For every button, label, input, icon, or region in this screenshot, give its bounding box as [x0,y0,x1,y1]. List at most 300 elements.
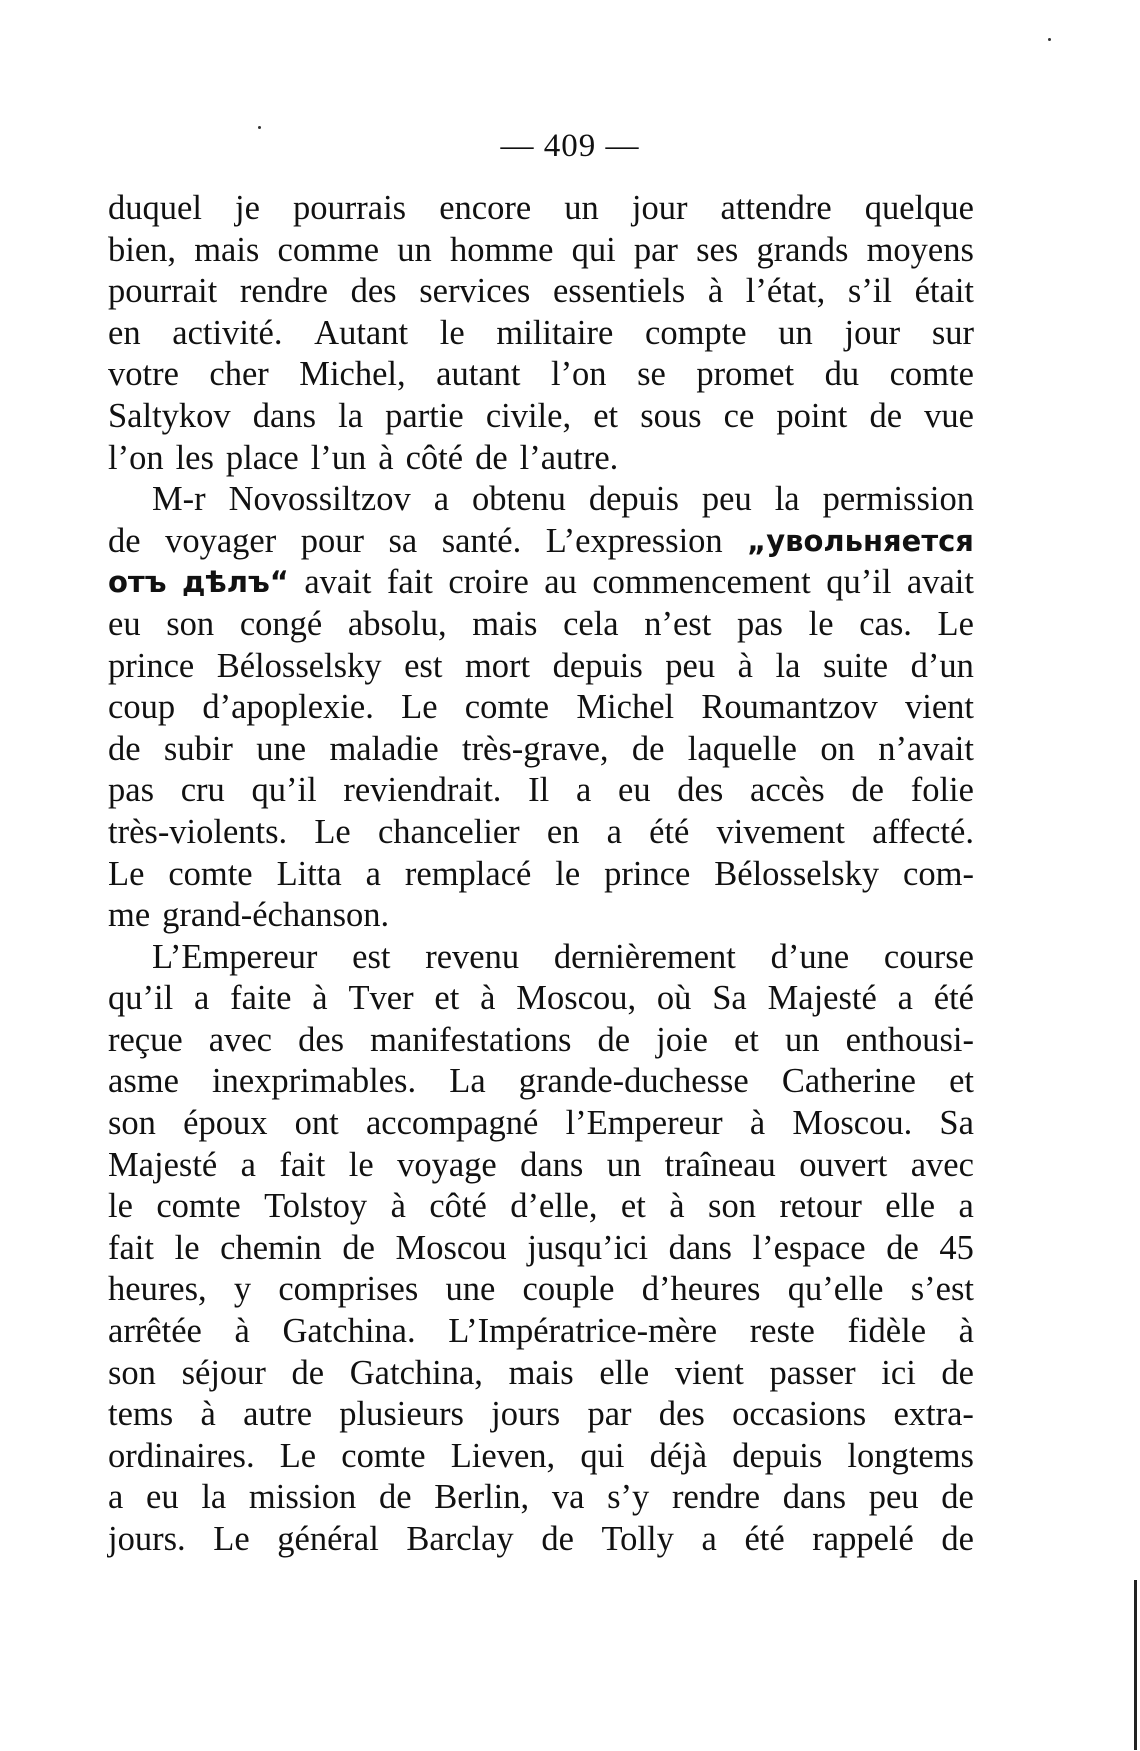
text-line [108,1228,974,1270]
text-line [108,937,974,979]
word: M-r [152,480,206,519]
word: Gatchina, [349,1353,483,1392]
word: mission [248,1478,357,1517]
word: Michel, [299,355,406,394]
text-line [108,1519,974,1561]
word: de [886,1228,919,1267]
word: autre [243,1395,313,1434]
word: à [669,1187,685,1226]
word: d’une [770,937,850,976]
word: peu [701,480,752,519]
word: de [941,1478,974,1517]
text-line [108,396,974,438]
word: avec [208,1020,272,1059]
word: d’heures [641,1270,761,1309]
word: inexprimables. [212,1062,417,1101]
word: a [194,979,210,1018]
word: votre [108,355,179,394]
word: Roumantzov [701,688,878,727]
word: ce [723,396,755,435]
word: rendre [671,1478,761,1517]
word: L’Impératrice-mère [448,1312,718,1351]
word: bien, [108,230,177,269]
word: a [958,1187,974,1226]
word: com- [903,854,974,893]
word: elle [599,1353,650,1392]
word: je [235,189,260,227]
word: dans [782,1478,847,1517]
word: mais [472,604,538,643]
word: à [707,272,724,311]
word: attendre [720,189,832,227]
word: дѣлъ“ [182,565,289,600]
word: voyager [165,521,277,560]
word: s’y [607,1478,650,1517]
word: voyage [397,1145,497,1184]
word: s’il [847,272,892,311]
word: peu [868,1478,919,1517]
text-line [108,1061,974,1103]
word: à [480,979,496,1018]
word: à [749,1104,766,1143]
word: traîneau [664,1145,776,1184]
word: et [949,1062,974,1101]
word: se [637,355,666,394]
word: ses [696,230,739,269]
word: Lieven, [450,1436,556,1475]
word: de [342,1228,375,1267]
word: Il [528,771,550,810]
word: de [631,729,665,768]
word: à [378,438,394,477]
word: reçue [108,1020,183,1059]
word: le [808,604,834,643]
word: point [776,396,848,435]
word: de [108,521,141,560]
word: de [941,1353,974,1392]
word: à [958,1312,974,1351]
word: général [277,1520,379,1558]
text-line [108,1436,974,1478]
word: du [824,355,860,394]
word: vivement [716,812,845,851]
word: compte [645,313,747,352]
word: et [434,979,460,1018]
word: отъ [108,565,167,600]
word: la [201,1478,227,1517]
word: arrêtée [108,1312,202,1351]
word: Tolly [601,1520,674,1558]
word: tems [108,1395,174,1434]
word: les [175,438,214,477]
word: de [291,1353,325,1392]
word: depuis [588,480,679,519]
text-line [108,770,974,812]
word: Le [213,1520,250,1558]
word: été [933,979,974,1018]
word: peu [665,646,716,685]
word: d’elle, [510,1187,598,1226]
word: vient [674,1353,744,1392]
word: Moscou. [792,1104,913,1143]
word: l’état, [745,272,826,311]
word: La [449,1062,486,1101]
word: cela [563,604,619,643]
word: un [606,1145,642,1184]
word: Saltykov [108,396,231,435]
word: ont [294,1104,339,1143]
word: obtenu [471,480,566,519]
text-line [108,854,974,896]
word: pourrait [108,272,218,311]
word: un [784,1020,820,1059]
word: Berlin, [434,1478,530,1517]
word: comte [168,854,253,893]
word: absolu, [347,604,447,643]
text-line [108,562,974,604]
word: Tolstoy [264,1187,368,1226]
word: Le [314,812,351,851]
word: qu’il [826,563,892,602]
word: et [620,1187,646,1226]
text-line [108,1477,974,1519]
word: cher [209,355,269,394]
word: comme [277,230,380,269]
word: vient [904,688,974,727]
word: où [656,979,692,1018]
word: très-violents. [108,812,288,851]
word: Barclay [406,1520,514,1558]
word: s’est [910,1270,974,1309]
word: a [701,1520,717,1558]
word: déjà [649,1436,708,1475]
word: Le [279,1436,317,1475]
word: place [225,438,299,477]
word: eu [146,1478,179,1517]
text-line [108,978,974,1020]
word: jusqu’ici [527,1228,649,1267]
word: comte [464,688,550,727]
word: le [439,313,465,352]
word: jour [631,189,688,227]
word: rappelé [812,1520,914,1558]
word: accès [750,771,825,810]
word: jour [844,313,901,352]
word: à [390,1187,406,1226]
word: extra- [893,1395,974,1434]
word: l’on [108,438,164,477]
word: on [820,729,855,768]
word: me [108,896,151,935]
scan-edge-mark [1134,1580,1137,1750]
word: avait [304,563,372,602]
word: le [174,1228,200,1267]
word: sur [931,313,974,352]
word: vue [924,396,974,435]
word: depuis [552,646,643,685]
word: d’un [910,646,974,685]
word: sous [640,396,702,435]
word: fait [108,1228,154,1267]
word: encore [439,189,532,227]
word: Majesté [108,1145,218,1184]
text-line [108,1020,974,1062]
word: a [433,480,450,519]
word: Moscou, [516,979,637,1018]
word: jours. [108,1520,186,1558]
word: „увольняется [747,523,974,558]
word: ordinaires. [108,1436,255,1475]
word: sa [388,521,418,560]
text-line [108,895,974,937]
word: est [404,646,443,685]
word: et [733,1020,759,1059]
word: une [445,1270,496,1309]
word: fidèle [847,1312,927,1351]
word: son [108,1104,156,1143]
word: côté [429,1187,487,1226]
word: santé. [441,521,522,560]
word: enthousi- [845,1020,974,1059]
text-line [108,1311,974,1353]
word: prince [108,646,195,685]
word: n’avait [878,729,974,768]
word: reste [749,1312,815,1351]
word: mort [464,646,531,685]
word: le [348,1145,374,1184]
word: fait [386,563,433,602]
word: longtems [847,1436,974,1475]
word: activité. [172,313,283,352]
word: moyens [866,230,974,269]
word: très-grave, [461,729,609,768]
text-line [108,313,974,355]
word: de [597,1020,631,1059]
word: manifestations [370,1020,572,1059]
word: était [914,272,974,311]
word: Majesté [767,979,877,1018]
word: jours [491,1395,561,1434]
word: remplacé [404,854,532,893]
word: commencement [592,563,811,602]
word: coup [108,688,176,727]
word: prince [604,854,691,893]
word: grands [756,230,849,269]
word: laquelle [687,729,797,768]
word: rendre [239,272,328,311]
word: dans [252,396,317,435]
word: a [897,979,913,1018]
word: son [108,1353,156,1392]
word: par [587,1395,632,1434]
word: au [544,563,577,602]
word: a [606,812,622,851]
word: Michel [576,688,675,727]
word: le [555,854,581,893]
word: pourrais [293,189,407,227]
word: comte [889,355,974,394]
word: l’espace [752,1228,866,1267]
word: des [677,771,724,810]
word: reviendrait. [343,771,502,810]
word: d’apoplexie. [202,688,374,727]
word: Le [937,604,974,643]
word: dernièrement [553,937,736,976]
word: a [575,771,592,810]
word: le [108,1187,133,1226]
word: dans [668,1228,732,1267]
text-line [108,1394,974,1436]
word: qu’il [251,771,317,810]
word: accompagné [365,1104,539,1143]
word: va [551,1478,585,1517]
word: passer [769,1353,856,1392]
word: faite [230,979,292,1018]
word: époux [183,1104,268,1143]
text-line [108,271,974,313]
word: comte [341,1436,426,1475]
word: couple [522,1270,615,1309]
text-line [108,1186,974,1228]
text-line [108,230,974,272]
word: qui [571,230,616,269]
word: qu’il [108,979,174,1018]
word: a [365,854,381,893]
word: de [378,1478,412,1517]
word: mais [194,230,260,269]
word: est [352,937,391,976]
word: Bélosselsky [714,854,880,893]
word: heures, [108,1270,207,1309]
text-line [108,687,974,729]
word: l’un [310,438,367,477]
word: Gatchina. [282,1312,416,1351]
word: y [233,1270,252,1309]
word: Autant [314,313,409,352]
body-text [108,188,974,1561]
word: des [298,1020,345,1059]
word: permission [822,480,974,519]
word: ici [881,1353,916,1392]
word: comte [156,1187,241,1226]
word: services [419,272,531,311]
text-line [108,812,974,854]
word: des [658,1395,705,1434]
text-line [108,354,974,396]
word: pas [736,604,783,643]
word: l’Empereur [565,1104,723,1143]
word: promet [696,355,795,394]
word: Sa [939,1104,974,1143]
word: été [649,812,690,851]
word: un [564,189,599,227]
word: la [775,646,801,685]
word: de [869,396,903,435]
scan-speck [258,126,261,129]
word: de [475,438,508,477]
word: l’on [550,355,607,394]
text-line [108,1103,974,1145]
word: a [240,1145,256,1184]
word: revenu [425,937,520,976]
word: son [166,604,215,643]
word: de [541,1520,574,1558]
word: eu [618,771,651,810]
text-line [108,1353,974,1395]
word: chancelier [377,812,520,851]
word: à [200,1395,216,1434]
text-line [108,479,974,521]
word: pour [300,521,364,560]
word: congé [239,604,323,643]
word: autant [436,355,521,394]
word: cas. [859,604,912,643]
word: partie [385,396,464,435]
word: eu [108,604,141,643]
word: joie [656,1020,708,1059]
text-line [108,1269,974,1311]
word: n’est [644,604,712,643]
word: folie [910,771,974,810]
word: dans [520,1145,584,1184]
word: maladie [329,729,439,768]
word: course [883,937,974,976]
word: croire [448,563,529,602]
word: grande-duchesse [518,1062,749,1101]
word: Moscou [395,1228,507,1267]
word: en [546,812,580,851]
word: un [397,230,432,269]
word: qui [580,1436,625,1475]
word: à [737,646,753,685]
word: L’Empereur [152,937,318,976]
word: essentiels [552,272,686,311]
word: retour [779,1187,862,1226]
word: des [350,272,397,311]
word: la [774,480,800,519]
word: de [108,729,141,768]
word: séjour [181,1353,266,1392]
word: par [633,230,678,269]
word: quelque [864,189,974,227]
text-line [108,729,974,771]
word: un [778,313,813,352]
word: comprises [278,1270,419,1309]
word: à [312,979,328,1018]
word: militaire [496,313,614,352]
text-line [108,521,974,563]
scan-speck [1048,38,1051,41]
word: et [593,396,619,435]
word: l’autre. [519,438,619,477]
text-line [108,438,974,480]
word: L’expression [545,521,723,560]
word: affecté. [872,812,974,851]
text-line [108,604,974,646]
word: plusieurs [339,1395,464,1434]
word: Le [108,854,145,893]
word: Sa [712,979,747,1018]
word: pas [108,771,154,810]
word: cru [180,771,225,810]
word: à [234,1312,250,1351]
word: depuis [732,1436,823,1475]
word: grand-échanson. [162,896,390,935]
word: qu’elle [787,1270,884,1309]
word: Catherine [781,1062,916,1101]
word: subir [163,729,233,768]
word: été [744,1520,785,1558]
